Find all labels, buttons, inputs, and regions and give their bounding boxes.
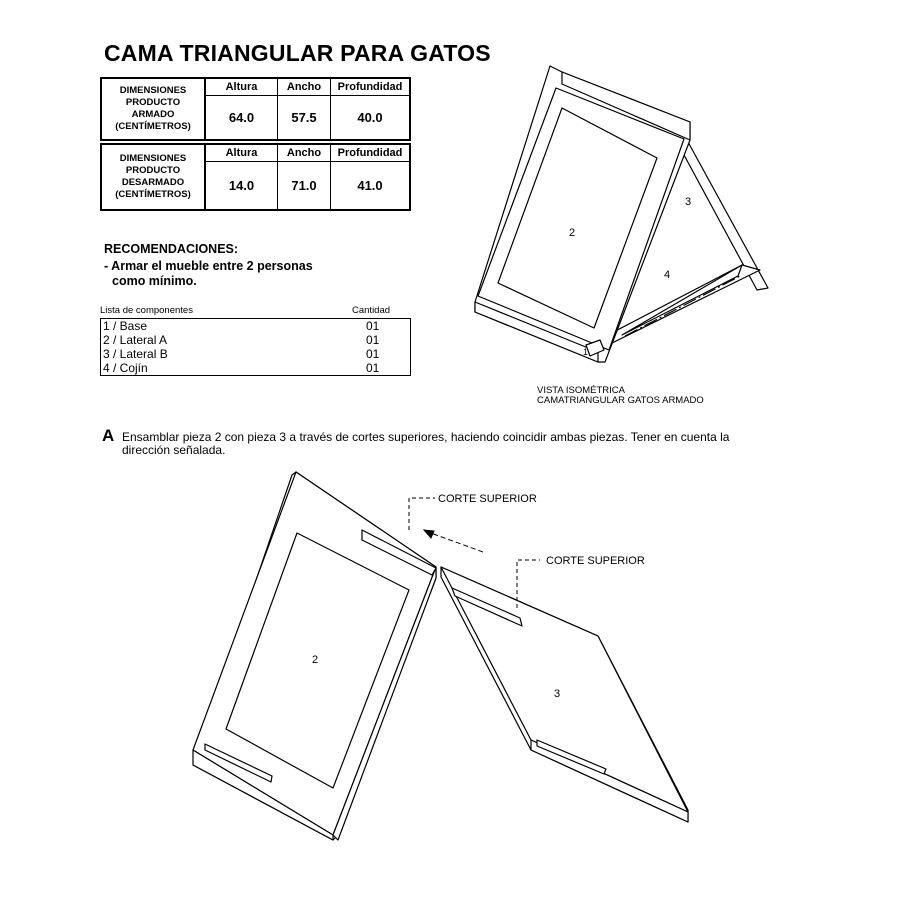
header-ancho: Ancho [278, 78, 331, 96]
iso-piece-1-edge [622, 265, 742, 335]
iso-piece-3 [677, 142, 768, 290]
iso-label-1: 1 [583, 347, 589, 357]
header-profundidad: Profundidad [331, 144, 411, 162]
iso-label-2: 2 [569, 227, 576, 239]
value-profundidad: 40.0 [331, 96, 411, 140]
header-profundidad: Profundidad [331, 78, 411, 96]
dims-label-line: PRODUCTO [125, 96, 181, 108]
header-altura: Altura [205, 144, 278, 162]
direction-arrow-head [424, 530, 434, 538]
components-header-qty: Cantidad [352, 305, 391, 316]
components-header-name: Lista de componentes [100, 305, 193, 316]
document-title: CAMA TRIANGULAR PARA GATOS [104, 40, 491, 66]
component-name: 3 / Lateral B [103, 347, 168, 361]
iso-label-4: 4 [664, 269, 671, 281]
cut-label-1: CORTE SUPERIOR [438, 493, 537, 505]
component-name: 1 / Base [103, 319, 148, 333]
step-a-drawing [193, 472, 688, 840]
value-altura: 14.0 [205, 162, 278, 210]
component-name: 4 / Cojín [103, 361, 148, 375]
dims-label-line: (CENTÍMETROS) [115, 120, 191, 132]
header-altura: Altura [205, 78, 278, 96]
iso-caption-line: CAMATRIANGULAR GATOS ARMADO [537, 395, 704, 406]
value-altura: 64.0 [205, 96, 278, 140]
value-profundidad: 41.0 [331, 162, 411, 210]
dims-label-line: (CENTÍMETROS) [115, 188, 191, 200]
recommendation-line: como mínimo. [112, 274, 197, 288]
iso-caption-line: VISTA ISOMÉTRICA [537, 385, 625, 396]
step-a-instruction: dirección señalada. [122, 443, 226, 457]
cut-label-2: CORTE SUPERIOR [546, 555, 645, 567]
dims-label-line: ARMADO [131, 108, 175, 120]
recommendation-line: - Armar el mueble entre 2 personas [104, 259, 313, 273]
component-qty: 01 [366, 347, 380, 361]
iso-label-3: 3 [685, 196, 692, 208]
header-ancho: Ancho [278, 144, 331, 162]
component-qty: 01 [366, 319, 380, 333]
isometric-view [475, 66, 768, 362]
component-qty: 01 [366, 361, 380, 375]
component-qty: 01 [366, 333, 380, 347]
direction-arrow-line [428, 532, 483, 552]
dims-label-line: DIMENSIONES [119, 84, 187, 96]
cut-leader-1 [409, 498, 435, 530]
dims-label-line: DESARMADO [121, 176, 185, 188]
step-a-letter: A [102, 426, 115, 445]
dims-label-line: PRODUCTO [125, 164, 181, 176]
step-a-label-3: 3 [554, 688, 561, 700]
value-ancho: 57.5 [278, 96, 331, 140]
value-ancho: 71.0 [278, 162, 331, 210]
dims-label-line: DIMENSIONES [119, 152, 187, 164]
cut-leader-2 [517, 560, 540, 608]
component-name: 2 / Lateral A [103, 333, 168, 347]
recommendations-title: RECOMENDACIONES: [104, 242, 239, 256]
step-a-instruction: Ensamblar pieza 2 con pieza 3 a través de cortes superiores, haciendo coincidir ambas piezas. Tener en cuenta la [122, 430, 730, 444]
step-a-label-2: 2 [312, 654, 319, 666]
